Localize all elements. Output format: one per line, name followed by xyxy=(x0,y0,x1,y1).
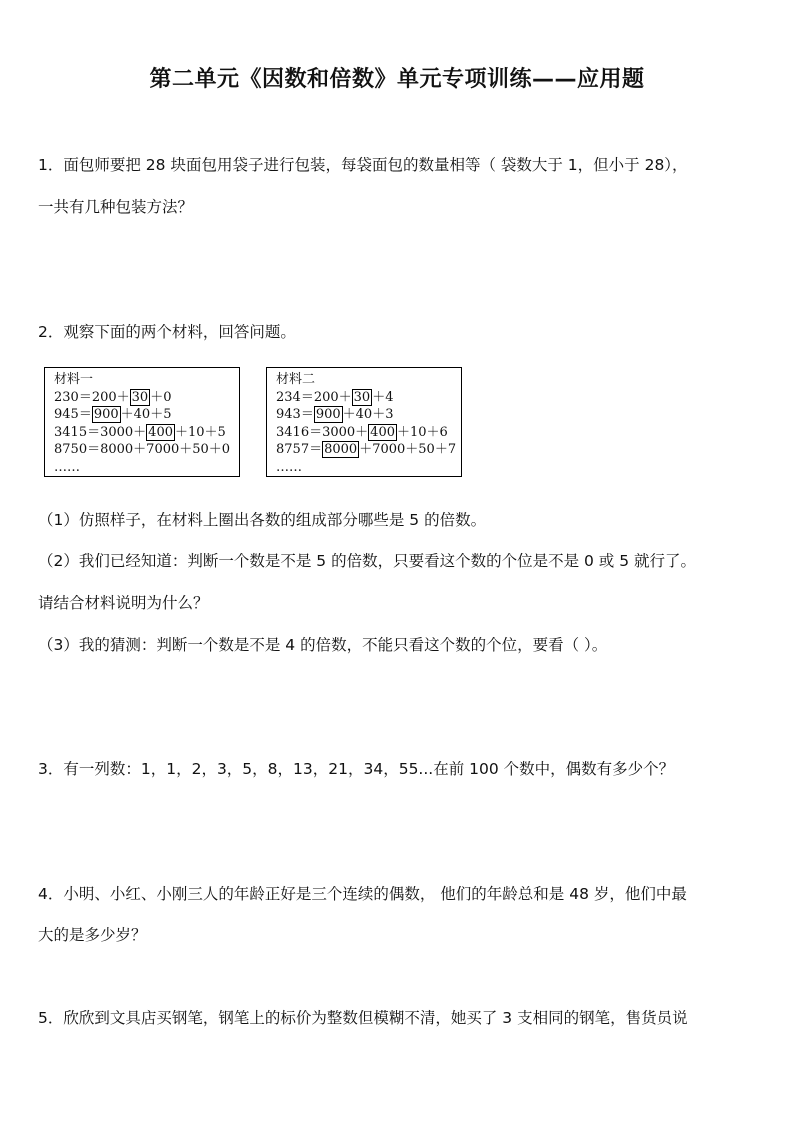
question-2-part-2-line-1: （2）我们已经知道：判断一个数是不是 5 的倍数，只要看这个数的个位是不是 0 或 5 就行了。 xyxy=(38,552,697,570)
question-1-line-2: 一共有几种包装方法？ xyxy=(38,198,194,216)
material-row: 943＝ 900 ＋40＋3 xyxy=(276,407,394,422)
question-2-part-2-line-2: 请结合材料说明为什么？ xyxy=(38,594,209,612)
circled-part: 900 xyxy=(93,407,119,422)
page-title: 第二单元《因数和倍数》单元专项训练——应用题 xyxy=(149,67,645,92)
circled-part: 8000 xyxy=(324,442,358,457)
material-row: 8757＝ 8000 ＋7000＋50＋7 xyxy=(276,442,457,457)
material-row: 8750＝8000＋7000＋50＋0 xyxy=(54,442,231,457)
material-ellipsis: …… xyxy=(276,459,302,475)
material-row: 945＝ 900 ＋40＋5 xyxy=(54,407,172,422)
circled-part: 400 xyxy=(370,424,395,440)
circled-part: 30 xyxy=(131,389,149,405)
question-5-line-1: 5．欣欣到文具店买钢笔，钢笔上的标价为整数但模糊不清，她买了 3 支相同的钢笔，售货员说 xyxy=(38,1009,688,1027)
circled-part: 30 xyxy=(353,389,371,405)
material-one-box xyxy=(44,367,240,477)
material-row: 3415＝3000＋ 400 ＋10＋5 xyxy=(54,424,226,440)
material-two-box xyxy=(266,367,462,477)
question-2-part-3: （3）我的猜测：判断一个数是不是 4 的倍数，不能只看这个数的个位，要看（ ）。 xyxy=(38,636,608,654)
question-2-intro: 2．观察下面的两个材料，回答问题。 xyxy=(38,323,296,341)
circled-part: 400 xyxy=(148,424,173,440)
material-row: 3416＝3000＋ 400 ＋10＋6 xyxy=(276,424,448,440)
material-row: 234＝200＋ 30 ＋4 xyxy=(276,389,394,405)
material-row: 230＝200＋ 30 ＋0 xyxy=(54,389,172,405)
material-heading: 材料一 xyxy=(54,372,94,387)
question-3: 3．有一列数：1，1，2，3，5，8，13，21，34，55...在前 100 个数中，偶数有多少个？ xyxy=(38,760,675,778)
circled-part: 900 xyxy=(315,407,341,422)
material-heading: 材料二 xyxy=(276,372,316,387)
question-4-line-1: 4．小明、小红、小刚三人的年龄正好是三个连续的偶数， 他们的年龄总和是 48 岁，他们中最 xyxy=(38,885,687,903)
material-ellipsis: …… xyxy=(54,459,80,475)
question-2-part-1: （1）仿照样子，在材料上圈出各数的组成部分哪些是 5 的倍数。 xyxy=(38,511,487,529)
question-1-line-1: 1．面包师要把 28 块面包用袋子进行包装，每袋面包的数量相等（ 袋数大于 1，但小于 28）， xyxy=(38,156,688,174)
question-4-line-2: 大的是多少岁？ xyxy=(38,926,147,944)
